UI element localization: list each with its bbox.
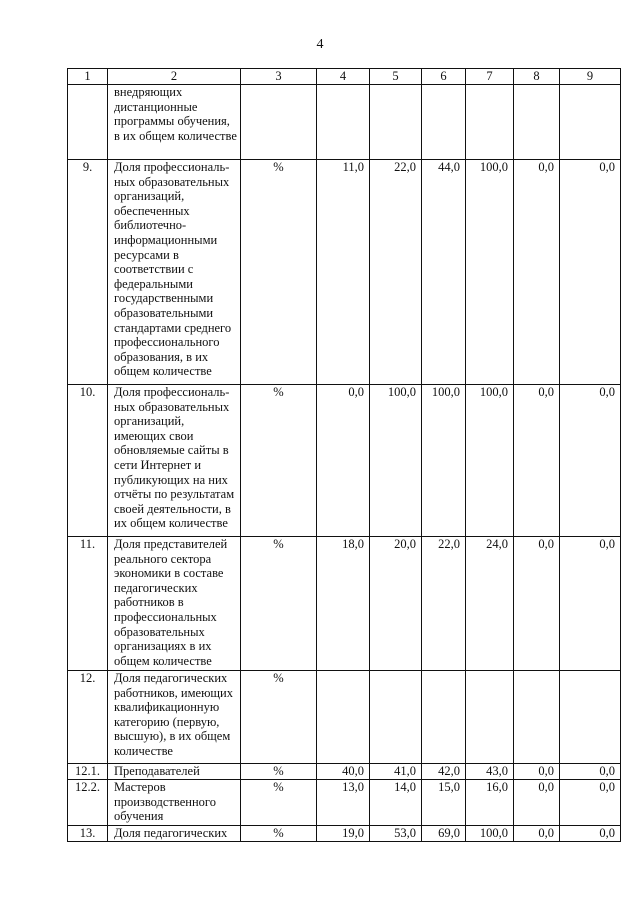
- value-cell: [514, 85, 560, 160]
- value-cell: 53,0: [370, 826, 422, 842]
- indicator-name: Доля профессиональ-ных образовательных организаций, обеспеченных библиотечно-информационными ресурсами в соответствии с федеральными государственными образовательными стандартами среднего профессионального образования, в их общем количестве: [108, 160, 241, 385]
- indicator-name: Доля педагогических работников, имеющих квалификационную категорию (первую, высшую), в их общем количестве: [108, 671, 241, 764]
- value-cell: 13,0: [317, 780, 370, 826]
- value-cell: 22,0: [422, 537, 466, 671]
- value-cell: [466, 85, 514, 160]
- value-cell: 100,0: [370, 385, 422, 537]
- row-number: [68, 85, 108, 160]
- value-cell: 44,0: [422, 160, 466, 385]
- unit-cell: %: [241, 826, 317, 842]
- row-number: 12.1.: [68, 764, 108, 780]
- table-header-row: [68, 69, 621, 85]
- value-cell: 20,0: [370, 537, 422, 671]
- indicator-name: Доля педагогических: [108, 826, 241, 842]
- value-cell: [466, 671, 514, 764]
- table-row: [68, 385, 621, 537]
- value-cell: 100,0: [466, 826, 514, 842]
- unit-cell: %: [241, 160, 317, 385]
- indicator-name: Доля представителей реального сектора экономики в составе педагогических работников в профессиональных образовательных организациях в их общем количестве: [108, 537, 241, 671]
- unit-cell: [241, 85, 317, 160]
- value-cell: 0,0: [560, 385, 621, 537]
- value-cell: [560, 671, 621, 764]
- value-cell: 69,0: [422, 826, 466, 842]
- row-number: 11.: [68, 537, 108, 671]
- column-header: 1: [68, 69, 108, 85]
- row-number: 9.: [68, 160, 108, 385]
- value-cell: [560, 85, 621, 160]
- row-number: 12.: [68, 671, 108, 764]
- value-cell: 11,0: [317, 160, 370, 385]
- table-row: [68, 537, 621, 671]
- unit-cell: %: [241, 671, 317, 764]
- row-number: 12.2.: [68, 780, 108, 826]
- column-header: 2: [108, 69, 241, 85]
- value-cell: [514, 671, 560, 764]
- column-header: 3: [241, 69, 317, 85]
- unit-cell: %: [241, 385, 317, 537]
- value-cell: 40,0: [317, 764, 370, 780]
- table-row: [68, 671, 621, 764]
- value-cell: 24,0: [466, 537, 514, 671]
- value-cell: 100,0: [422, 385, 466, 537]
- column-header: 5: [370, 69, 422, 85]
- value-cell: 16,0: [466, 780, 514, 826]
- value-cell: 0,0: [514, 385, 560, 537]
- value-cell: 43,0: [466, 764, 514, 780]
- value-cell: [317, 671, 370, 764]
- value-cell: 100,0: [466, 385, 514, 537]
- table-row: [68, 764, 621, 780]
- value-cell: 0,0: [560, 780, 621, 826]
- column-header: 4: [317, 69, 370, 85]
- value-cell: [317, 85, 370, 160]
- value-cell: 42,0: [422, 764, 466, 780]
- unit-cell: %: [241, 537, 317, 671]
- indicators-table: [67, 68, 621, 842]
- value-cell: 100,0: [466, 160, 514, 385]
- column-header: 7: [466, 69, 514, 85]
- value-cell: 0,0: [514, 780, 560, 826]
- indicator-name: Преподавателей: [108, 764, 241, 780]
- unit-cell: %: [241, 780, 317, 826]
- value-cell: 15,0: [422, 780, 466, 826]
- table-row: [68, 826, 621, 842]
- value-cell: 0,0: [317, 385, 370, 537]
- indicator-name: Мастеров производственного обучения: [108, 780, 241, 826]
- value-cell: 41,0: [370, 764, 422, 780]
- row-number: 13.: [68, 826, 108, 842]
- indicator-name: внедряющих дистанционные программы обучения, в их общем количестве: [108, 85, 241, 160]
- unit-cell: %: [241, 764, 317, 780]
- value-cell: 19,0: [317, 826, 370, 842]
- table-row: [68, 160, 621, 385]
- column-header: 9: [560, 69, 621, 85]
- page-number: 4: [316, 37, 324, 52]
- table-row: [68, 85, 621, 160]
- value-cell: [370, 85, 422, 160]
- value-cell: 0,0: [560, 826, 621, 842]
- value-cell: [370, 671, 422, 764]
- value-cell: [422, 671, 466, 764]
- value-cell: 14,0: [370, 780, 422, 826]
- value-cell: 0,0: [560, 764, 621, 780]
- value-cell: 18,0: [317, 537, 370, 671]
- value-cell: 0,0: [560, 160, 621, 385]
- row-number: 10.: [68, 385, 108, 537]
- value-cell: 0,0: [514, 764, 560, 780]
- value-cell: 0,0: [514, 826, 560, 842]
- column-header: 8: [514, 69, 560, 85]
- column-header: 6: [422, 69, 466, 85]
- table-row: [68, 780, 621, 826]
- value-cell: 0,0: [560, 537, 621, 671]
- value-cell: 22,0: [370, 160, 422, 385]
- value-cell: 0,0: [514, 537, 560, 671]
- value-cell: [422, 85, 466, 160]
- value-cell: 0,0: [514, 160, 560, 385]
- indicator-name: Доля профессиональ-ных образовательных организаций, имеющих свои обновляемые сайты в сети Интернет и публикующих на них отчёты по результатам своей деятельности, в их общем количестве: [108, 385, 241, 537]
